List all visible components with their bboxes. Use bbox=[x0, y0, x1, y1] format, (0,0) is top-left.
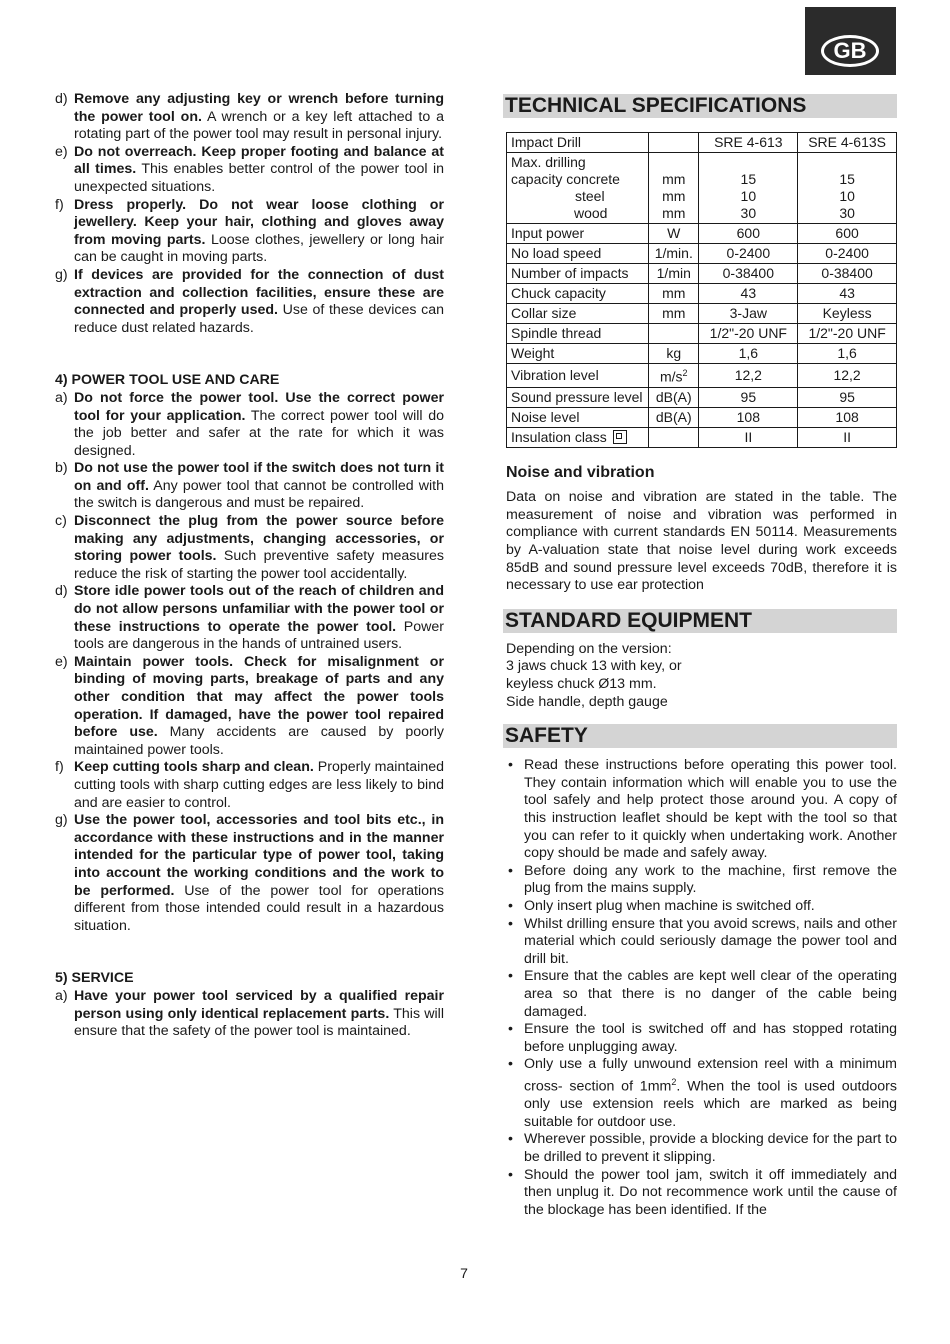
list-item: • Ensure that the cables are kept well clear of the operating area so that there is no danger of the cable being damaged. bbox=[503, 968, 897, 1021]
table-cell: 15 10 30 bbox=[798, 153, 897, 224]
table-row bbox=[507, 284, 897, 304]
item-text: Such preventive safety measures reduce the risk of starting the power tool accidentally. bbox=[74, 548, 444, 582]
item-text: Use of these devices can reduce dust related hazards. bbox=[74, 302, 444, 336]
item-bold-text: Disconnect the plug from the power source before making any adjustments, changing accessories, or storing power tools. bbox=[74, 513, 444, 565]
list-item: • Should the power tool jam, switch it off immediately and then unplug it. Do not recommence work until the cause of the blockage has been identified. If the bbox=[503, 1167, 897, 1220]
item-bold-text: If devices are provided for the connection of dust extraction and collection facilities, ensure these are connected and properly used. bbox=[74, 266, 444, 319]
list-item bbox=[55, 583, 444, 653]
bullet-icon: • bbox=[508, 1021, 513, 1038]
tech-specs-heading: TECHNICAL SPECIFICATIONS bbox=[503, 94, 897, 118]
item-bold-text: Dress properly. Do not wear loose clothing or jewellery. Keep your hair, clothing and gloves away from moving parts. bbox=[74, 196, 444, 248]
bullet-icon: • bbox=[508, 968, 513, 985]
list-item bbox=[55, 988, 444, 1041]
table-row bbox=[507, 344, 897, 364]
table-cell: 1/min bbox=[649, 264, 699, 284]
table-row bbox=[507, 153, 897, 224]
table-cell: mm mm mm bbox=[649, 153, 699, 224]
table-cell: Impact Drill bbox=[507, 133, 649, 153]
item-bold-text: Do not use the power tool if the switch does not turn it on and off. bbox=[74, 460, 444, 494]
table-cell: Number of impacts bbox=[507, 264, 649, 284]
table-cell: 108 bbox=[699, 407, 798, 427]
table-cell: 12,2 bbox=[699, 364, 798, 388]
item-label: e) bbox=[55, 143, 68, 160]
table-row bbox=[507, 427, 897, 447]
table-cell: mm bbox=[649, 284, 699, 304]
table-cell: Vibration level bbox=[507, 364, 649, 388]
table-cell: 0-38400 bbox=[798, 264, 897, 284]
right-column bbox=[503, 94, 897, 1219]
standard-line: Side handle, depth gauge bbox=[506, 693, 668, 710]
table-cell bbox=[649, 324, 699, 344]
item-bold-text: Have your power tool serviced by a qualified repair person using only identical replacement parts. bbox=[74, 987, 444, 1022]
spec-table bbox=[506, 132, 897, 448]
table-cell: 1/2"-20 UNF bbox=[798, 324, 897, 344]
drill-label-2: capacity concrete bbox=[511, 171, 620, 187]
table-row bbox=[507, 133, 897, 153]
list-item: • Wherever possible, provide a blocking device for the part to be drilled to prevent it slipping. bbox=[503, 1131, 897, 1166]
item-text: This will ensure that the safety of the power tool is maintained. bbox=[74, 1005, 444, 1040]
table-cell: SRE 4-613S bbox=[798, 133, 897, 153]
noise-vibration-heading: Noise and vibration bbox=[506, 463, 655, 481]
table-cell: 12,2 bbox=[798, 364, 897, 388]
power-tool-use-items bbox=[55, 390, 444, 935]
table-cell: dB(A) bbox=[649, 407, 699, 427]
table-cell: $m/s^2$ bbox=[649, 364, 699, 388]
item-bold-text: Do not force the power tool. Use the correct power tool for your application. bbox=[74, 389, 444, 424]
table-cell: 43 bbox=[699, 284, 798, 304]
item-label: e) bbox=[55, 653, 68, 670]
standard-line: keyless chuck Ø13 mm. bbox=[506, 676, 657, 692]
item-label: c) bbox=[55, 513, 67, 530]
bullet-icon: • bbox=[508, 1166, 513, 1183]
table-cell: 1/min. bbox=[649, 244, 699, 264]
safety-items-continued bbox=[55, 91, 444, 337]
page-number: 7 bbox=[460, 1265, 468, 1281]
item-text: This enables better control of the power tool in unexpected situations. bbox=[74, 161, 444, 195]
standard-equipment-list bbox=[503, 641, 897, 711]
standard-line: 3 jaws chuck 13 with key, or bbox=[506, 658, 682, 675]
left-column bbox=[55, 91, 444, 1041]
table-cell: 95 bbox=[798, 387, 897, 407]
table-row bbox=[507, 264, 897, 284]
drill-label-1: Max. drilling bbox=[511, 154, 586, 170]
bullet-icon: • bbox=[508, 862, 513, 879]
table-cell: dB(A) bbox=[649, 387, 699, 407]
item-label: f) bbox=[55, 759, 64, 776]
list-item: • Before doing any work to the machine, first remove the plug from the mains supply. bbox=[503, 863, 897, 898]
item-label: f) bbox=[55, 196, 64, 213]
table-cell: 0-2400 bbox=[699, 244, 798, 264]
drill-label-4: wood bbox=[574, 205, 608, 221]
table-cell: II bbox=[798, 427, 897, 447]
bullet-icon: • bbox=[508, 915, 513, 932]
item-label: g) bbox=[55, 266, 68, 283]
list-item bbox=[55, 654, 444, 760]
list-item: • Only use a fully unwound extension reel with a minimum cross- section of $1mm^2$. When the tool is used outdoors only use extension reels which are marked as being suitable for outdoor use. bbox=[503, 1056, 897, 1131]
section-5-title: 5) SERVICE bbox=[55, 970, 134, 987]
bullet-icon: • bbox=[508, 1131, 513, 1148]
table-cell: 1/2"-20 UNF bbox=[699, 324, 798, 344]
item-label: d) bbox=[55, 91, 68, 107]
item-text: Many accidents are caused by poorly maintained power tools. bbox=[74, 724, 444, 758]
table-cell: 108 bbox=[798, 407, 897, 427]
table-row bbox=[507, 324, 897, 344]
item-text: Any power tool that cannot be controlled with the switch is dangerous and must be repaired. bbox=[74, 477, 444, 512]
item-text: Properly maintained cutting tools with sharp cutting edges are less likely to bind and are easier to control. bbox=[74, 759, 444, 811]
double-insulation-icon bbox=[613, 430, 627, 444]
item-bold-text: Keep cutting tools sharp and clean. bbox=[74, 759, 314, 776]
table-cell: 1,6 bbox=[798, 344, 897, 364]
table-cell: Spindle thread bbox=[507, 324, 649, 344]
safety-heading: SAFETY bbox=[503, 724, 897, 748]
table-row bbox=[507, 224, 897, 244]
language-badge-label: GB bbox=[821, 35, 879, 67]
table-cell: mm bbox=[649, 304, 699, 324]
table-cell: 600 bbox=[798, 224, 897, 244]
table-row bbox=[507, 407, 897, 427]
item-bold-text: Store idle power tools out of the reach of children and do not allow persons unfamiliar with the power tool or these instructions to operate the power tool. bbox=[74, 583, 444, 635]
table-cell: Insulation class bbox=[507, 427, 649, 447]
list-item bbox=[55, 144, 444, 197]
list-item: • Read these instructions before operating this power tool. They contain information which will enable you to use the tool safely and help protect those around you. A copy of this instruction leaflet should be kept with the tool so that you can refer to it quickly when undertaking work. Another copy should be made and safely away. bbox=[503, 757, 897, 863]
table-cell bbox=[507, 153, 649, 224]
table-cell: Noise level bbox=[507, 407, 649, 427]
list-item bbox=[55, 197, 444, 267]
table-cell: 3-Jaw bbox=[699, 304, 798, 324]
item-text: A wrench or a key left attached to a rotating part of the power tool may result in personal injury. bbox=[74, 108, 444, 143]
item-label: a) bbox=[55, 389, 68, 406]
list-item: • Whilst drilling ensure that you avoid screws, nails and other material which could seriously damage the power tool and drill bit. bbox=[503, 916, 897, 969]
table-cell: Chuck capacity bbox=[507, 284, 649, 304]
list-item bbox=[55, 759, 444, 812]
bullet-icon: • bbox=[508, 897, 513, 914]
item-label: g) bbox=[55, 812, 68, 829]
item-bold-text: Remove any adjusting key or wrench before turning the power tool on. bbox=[74, 91, 444, 125]
item-bold-text: Maintain power tools. Check for misalignment or binding of moving parts, breakage of parts and any other condition that may affect the power tools operation. If damaged, have the power tool repaired before use. bbox=[74, 653, 444, 741]
item-label: b) bbox=[55, 460, 68, 477]
table-cell: No load speed bbox=[507, 244, 649, 264]
table-cell: Weight bbox=[507, 344, 649, 364]
table-cell: 43 bbox=[798, 284, 897, 304]
table-cell: Sound pressure level bbox=[507, 387, 649, 407]
table-row bbox=[507, 364, 897, 388]
table-cell: 95 bbox=[699, 387, 798, 407]
list-item bbox=[55, 267, 444, 337]
table-cell: Keyless bbox=[798, 304, 897, 324]
table-cell: Input power bbox=[507, 224, 649, 244]
table-cell: kg bbox=[649, 344, 699, 364]
table-row bbox=[507, 387, 897, 407]
noise-vibration-section bbox=[503, 464, 897, 595]
list-item: • Only insert plug when machine is switched off. bbox=[503, 898, 897, 916]
item-text: Loose clothes, jewellery or long hair can be caught in moving parts. bbox=[74, 231, 444, 266]
item-label: d) bbox=[55, 583, 68, 600]
bullet-icon: • bbox=[508, 1056, 513, 1073]
table-cell: 600 bbox=[699, 224, 798, 244]
table-cell: Collar size bbox=[507, 304, 649, 324]
item-bold-text: Do not overreach. Keep proper footing and balance at all times. bbox=[74, 143, 444, 178]
list-item bbox=[55, 513, 444, 583]
table-cell: 0-2400 bbox=[798, 244, 897, 264]
standard-equipment-heading: STANDARD EQUIPMENT bbox=[503, 609, 897, 633]
table-cell bbox=[649, 427, 699, 447]
table-row bbox=[507, 304, 897, 324]
standard-line: Depending on the version: bbox=[506, 640, 672, 657]
table-cell: 1,6 bbox=[699, 344, 798, 364]
item-label: a) bbox=[55, 987, 68, 1004]
bullet-icon: • bbox=[508, 757, 513, 774]
drill-label-3: steel bbox=[575, 188, 605, 204]
table-cell: II bbox=[699, 427, 798, 447]
list-item bbox=[55, 812, 444, 935]
table-cell bbox=[649, 133, 699, 153]
language-badge bbox=[805, 7, 896, 75]
item-text: The correct power tool will do the job better and safer at the rate for which it was designed. bbox=[74, 407, 445, 459]
list-item: • Ensure the tool is switched off and has stopped rotating before unplugging away. bbox=[503, 1021, 897, 1056]
table-cell: W bbox=[649, 224, 699, 244]
list-item bbox=[55, 460, 444, 513]
noise-vibration-text: Data on noise and vibration are stated in the table. The measurement of noise and vibration was performed in compliance with current standards EN 50114. Measurements by A-valuation state that noise level during work exceeds 85dB and sound pressure level exceeds 70dB, therefore it is necessary to use ear protection bbox=[506, 489, 897, 594]
item-bold-text: Use the power tool, accessories and tool bits etc., in accordance with these instructions and in the manner intended for the particular type of power tool, taking into account the working conditions and the work to be performed. bbox=[74, 812, 444, 899]
list-item bbox=[55, 390, 444, 460]
safety-list bbox=[503, 757, 897, 1219]
table-row bbox=[507, 244, 897, 264]
item-text: Use of the power tool for operations different from those intended could result in a hazardous situation. bbox=[74, 882, 444, 934]
list-item bbox=[55, 91, 444, 144]
table-cell: 15 10 30 bbox=[699, 153, 798, 224]
service-items bbox=[55, 988, 444, 1041]
section-4-title: 4) POWER TOOL USE AND CARE bbox=[55, 372, 280, 389]
item-text: Power tools are dangerous in the hands of untrained users. bbox=[74, 618, 445, 653]
table-cell: SRE 4-613 bbox=[699, 133, 798, 153]
table-cell: 0-38400 bbox=[699, 264, 798, 284]
